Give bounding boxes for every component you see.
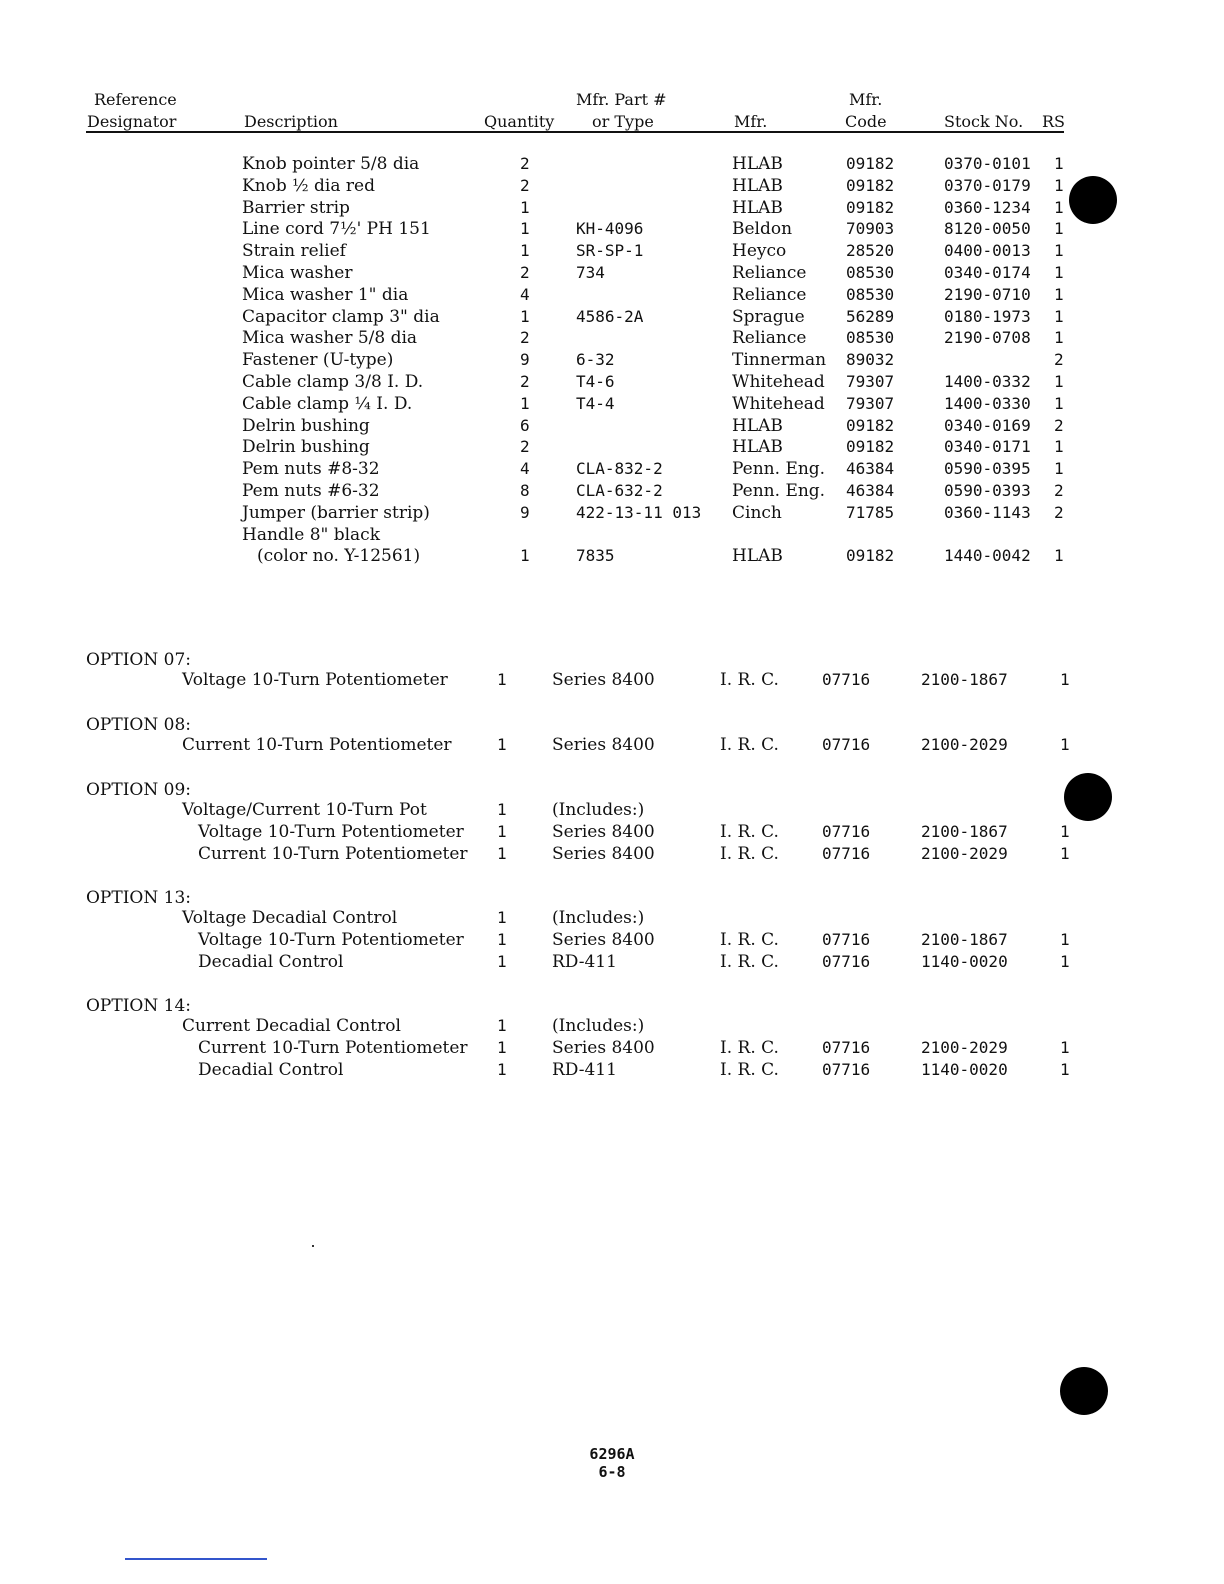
- part-manufacturer: HLAB: [732, 415, 783, 436]
- part-manufacturer: HLAB: [732, 437, 783, 458]
- part-stock-no: 0370-0179: [944, 175, 1031, 195]
- option-part-number: Series 8400: [552, 735, 655, 755]
- header-mfr-code-top: Mfr.: [849, 90, 883, 109]
- option-quantity: 1: [497, 844, 507, 863]
- part-rs: 2: [1054, 350, 1064, 370]
- part-number: SR-SP-1: [576, 241, 644, 261]
- option-mfr-code: 07716: [822, 844, 871, 863]
- part-mfr-code: 08530: [846, 263, 895, 282]
- part-quantity: 6: [520, 415, 530, 435]
- option-part-number: (Includes:): [552, 1016, 645, 1036]
- header-quantity: Quantity: [484, 112, 555, 131]
- option-label: OPTION 09:: [86, 780, 192, 800]
- option-description: Voltage Decadial Control: [182, 908, 398, 928]
- option-manufacturer: I. R. C.: [720, 930, 779, 950]
- part-mfr-code: 70903: [846, 219, 895, 239]
- header-mfr-part: Mfr. Part #: [576, 90, 667, 109]
- part-description: Jumper (barrier strip): [242, 502, 430, 523]
- option-part-number: RD-411: [552, 952, 617, 972]
- option-stock-no: 2100-1867: [921, 822, 1008, 841]
- part-rs: 1: [1054, 459, 1064, 479]
- header-code: Code: [845, 112, 887, 131]
- part-stock-no: 0340-0174: [944, 263, 1031, 282]
- header-or-type: or Type: [592, 112, 654, 131]
- option-rs: 1: [1060, 952, 1070, 971]
- part-description: Line cord 7½' PH 151: [242, 219, 431, 240]
- part-mfr-code: 09182: [846, 175, 895, 195]
- part-quantity: 2: [520, 437, 530, 457]
- option-mfr-code: 07716: [822, 670, 871, 689]
- option-manufacturer: I. R. C.: [720, 844, 779, 864]
- part-stock-no: 0590-0393: [944, 481, 1031, 500]
- part-rs: 2: [1054, 481, 1064, 500]
- option-label: OPTION 14:: [86, 996, 192, 1016]
- part-manufacturer: Sprague: [732, 306, 805, 327]
- part-rs: 1: [1054, 241, 1064, 261]
- part-number: 4586-2A: [576, 306, 644, 326]
- part-quantity: 4: [520, 284, 530, 304]
- option-rs: 1: [1060, 1038, 1070, 1057]
- option-quantity: 1: [497, 1038, 507, 1057]
- part-number: 7835: [576, 546, 615, 566]
- part-mfr-code: 79307: [846, 372, 895, 391]
- part-rs: 1: [1054, 284, 1064, 304]
- part-rs: 1: [1054, 328, 1064, 348]
- option-rs: 1: [1060, 670, 1070, 689]
- part-mfr-code: 46384: [846, 459, 895, 479]
- option-part-number: Series 8400: [552, 930, 655, 950]
- header-description: Description: [244, 112, 338, 131]
- option-rs: 1: [1060, 1060, 1070, 1079]
- option-manufacturer: I. R. C.: [720, 735, 779, 755]
- part-rs: 1: [1054, 437, 1064, 457]
- option-part-number: Series 8400: [552, 1038, 655, 1058]
- option-stock-no: 2100-2029: [921, 735, 1008, 754]
- option-mfr-code: 07716: [822, 952, 871, 971]
- part-quantity: 2: [520, 372, 530, 391]
- part-quantity: 2: [520, 328, 530, 348]
- part-manufacturer: Reliance: [732, 284, 807, 305]
- part-manufacturer: Cinch: [732, 502, 782, 523]
- part-manufacturer: Tinnerman: [732, 350, 827, 371]
- part-rs: 1: [1054, 546, 1064, 566]
- part-mfr-code: 71785: [846, 502, 895, 522]
- option-manufacturer: I. R. C.: [720, 1038, 779, 1058]
- part-manufacturer: HLAB: [732, 197, 783, 218]
- part-number: 422-13-11 013: [576, 502, 702, 522]
- footer-model: 6296A: [589, 1445, 635, 1463]
- part-mfr-code: 09182: [846, 154, 895, 173]
- option-rs: 1: [1060, 735, 1070, 754]
- part-mfr-code: 08530: [846, 284, 895, 304]
- part-description: Mica washer: [242, 263, 353, 283]
- option-quantity: 1: [497, 908, 507, 927]
- part-manufacturer: Reliance: [732, 263, 807, 283]
- part-quantity: 1: [520, 219, 530, 239]
- part-stock-no: 0340-0169: [944, 415, 1031, 435]
- part-rs: 1: [1054, 263, 1064, 282]
- option-part-number: (Includes:): [552, 908, 645, 928]
- part-stock-no: 0340-0171: [944, 437, 1031, 457]
- option-stock-no: 2100-2029: [921, 1038, 1008, 1057]
- option-part-number: (Includes:): [552, 800, 645, 820]
- part-stock-no: 0360-1143: [944, 502, 1031, 522]
- part-stock-no: 2190-0710: [944, 284, 1031, 304]
- part-stock-no: 2190-0708: [944, 328, 1031, 348]
- part-rs: 1: [1054, 219, 1064, 239]
- part-description: Capacitor clamp 3" dia: [242, 306, 440, 327]
- part-quantity: 2: [520, 175, 530, 195]
- part-description: Mica washer 1" dia: [242, 284, 409, 305]
- part-manufacturer: Reliance: [732, 328, 807, 349]
- option-description: Current 10-Turn Potentiometer: [198, 844, 468, 864]
- part-description: Pem nuts #8-32: [242, 459, 380, 480]
- part-rs: 2: [1054, 415, 1064, 435]
- part-manufacturer: Penn. Eng.: [732, 459, 826, 480]
- part-manufacturer: HLAB: [732, 154, 783, 174]
- part-quantity: 2: [520, 263, 530, 282]
- footer-page-number: 6-8: [598, 1463, 626, 1481]
- part-quantity: 8: [520, 481, 530, 500]
- part-stock-no: 0370-0101: [944, 154, 1031, 173]
- option-description: Current 10-Turn Potentiometer: [182, 735, 452, 755]
- option-part-number: RD-411: [552, 1060, 617, 1080]
- part-description: Strain relief: [242, 241, 346, 262]
- option-quantity: 1: [497, 670, 507, 689]
- part-quantity: 1: [520, 393, 530, 413]
- option-mfr-code: 07716: [822, 930, 871, 949]
- option-mfr-code: 07716: [822, 822, 871, 841]
- part-description: Knob pointer 5/8 dia: [242, 154, 420, 174]
- part-description: Cable clamp 3/8 I. D.: [242, 372, 424, 392]
- part-rs: 1: [1054, 197, 1064, 217]
- part-description: Handle 8" black: [242, 524, 381, 545]
- option-part-number: Series 8400: [552, 670, 655, 690]
- option-manufacturer: I. R. C.: [720, 670, 779, 690]
- part-manufacturer: HLAB: [732, 175, 783, 196]
- option-label: OPTION 13:: [86, 888, 192, 908]
- header-stock-no: Stock No.: [944, 112, 1024, 131]
- registration-dot: [1060, 1367, 1108, 1415]
- option-quantity: 1: [497, 800, 507, 819]
- part-stock-no: 0400-0013: [944, 241, 1031, 261]
- part-stock-no: 1400-0330: [944, 393, 1031, 413]
- part-mfr-code: 56289: [846, 306, 895, 326]
- option-description: Voltage 10-Turn Potentiometer: [198, 930, 464, 950]
- option-rs: 1: [1060, 822, 1070, 841]
- part-quantity: 4: [520, 459, 530, 479]
- part-description: Fastener (U-type): [242, 350, 394, 371]
- option-manufacturer: I. R. C.: [720, 822, 779, 842]
- part-rs: 1: [1054, 306, 1064, 326]
- part-quantity: 1: [520, 241, 530, 261]
- part-mfr-code: 08530: [846, 328, 895, 348]
- option-description: Voltage 10-Turn Potentiometer: [198, 822, 464, 842]
- option-stock-no: 2100-2029: [921, 844, 1008, 863]
- option-quantity: 1: [497, 1016, 507, 1035]
- option-manufacturer: I. R. C.: [720, 1060, 779, 1080]
- option-mfr-code: 07716: [822, 1038, 871, 1057]
- part-rs: 1: [1054, 393, 1064, 413]
- part-number: CLA-632-2: [576, 481, 663, 500]
- part-quantity: 9: [520, 502, 530, 522]
- header-underline: [86, 131, 1064, 133]
- option-quantity: 1: [497, 930, 507, 949]
- part-rs: 1: [1054, 372, 1064, 391]
- part-manufacturer: Heyco: [732, 241, 787, 262]
- part-description: Barrier strip: [242, 197, 350, 218]
- header-mfr: Mfr.: [734, 112, 768, 131]
- part-stock-no: 0180-1973: [944, 306, 1031, 326]
- part-number: CLA-832-2: [576, 459, 663, 479]
- part-quantity: 2: [520, 154, 530, 173]
- speck: [312, 1245, 314, 1247]
- option-part-number: Series 8400: [552, 844, 655, 864]
- part-stock-no: 8120-0050: [944, 219, 1031, 239]
- part-stock-no: 1400-0332: [944, 372, 1031, 391]
- part-number: KH-4096: [576, 219, 644, 239]
- part-mfr-code: 46384: [846, 481, 895, 500]
- part-quantity: 1: [520, 306, 530, 326]
- part-mfr-code: 09182: [846, 197, 895, 217]
- part-number: T4-6: [576, 372, 615, 391]
- part-rs: 1: [1054, 154, 1064, 173]
- registration-dot: [1064, 773, 1112, 821]
- part-quantity: 1: [520, 197, 530, 217]
- part-description: Cable clamp ¼ I. D.: [242, 393, 413, 414]
- header-designator: Designator: [87, 112, 177, 131]
- option-mfr-code: 07716: [822, 1060, 871, 1079]
- part-description: Delrin bushing: [242, 437, 370, 458]
- option-manufacturer: I. R. C.: [720, 952, 779, 972]
- option-description: Voltage/Current 10-Turn Pot: [182, 800, 427, 820]
- part-rs: 2: [1054, 502, 1064, 522]
- part-number: 6-32: [576, 350, 615, 370]
- part-rs: 1: [1054, 175, 1064, 195]
- option-rs: 1: [1060, 930, 1070, 949]
- part-manufacturer: HLAB: [732, 546, 783, 567]
- option-description: Decadial Control: [198, 952, 344, 972]
- option-description: Voltage 10-Turn Potentiometer: [182, 670, 448, 690]
- part-mfr-code: 09182: [846, 415, 895, 435]
- option-quantity: 1: [497, 735, 507, 754]
- option-description: Current 10-Turn Potentiometer: [198, 1038, 468, 1058]
- header-rs: RS: [1042, 112, 1066, 131]
- part-description: (color no. Y-12561): [257, 546, 421, 567]
- part-mfr-code: 09182: [846, 546, 895, 566]
- part-number: T4-4: [576, 393, 615, 413]
- part-manufacturer: Whitehead: [732, 372, 825, 392]
- part-manufacturer: Beldon: [732, 219, 793, 240]
- part-description: Knob ½ dia red: [242, 175, 375, 196]
- part-manufacturer: Penn. Eng.: [732, 481, 826, 501]
- option-stock-no: 1140-0020: [921, 1060, 1008, 1079]
- part-mfr-code: 89032: [846, 350, 895, 370]
- option-stock-no: 2100-1867: [921, 930, 1008, 949]
- part-mfr-code: 09182: [846, 437, 895, 457]
- registration-dot: [1069, 176, 1117, 224]
- part-description: Delrin bushing: [242, 415, 370, 436]
- option-label: OPTION 08:: [86, 715, 192, 735]
- option-stock-no: 1140-0020: [921, 952, 1008, 971]
- option-description: Current Decadial Control: [182, 1016, 401, 1036]
- part-description: Pem nuts #6-32: [242, 481, 380, 501]
- option-quantity: 1: [497, 1060, 507, 1079]
- part-mfr-code: 28520: [846, 241, 895, 261]
- option-quantity: 1: [497, 822, 507, 841]
- part-stock-no: 0360-1234: [944, 197, 1031, 217]
- part-number: 734: [576, 263, 605, 282]
- blue-rule: [125, 1558, 267, 1560]
- part-quantity: 1: [520, 546, 530, 566]
- option-label: OPTION 07:: [86, 650, 192, 670]
- part-stock-no: 1440-0042: [944, 546, 1031, 566]
- part-manufacturer: Whitehead: [732, 393, 825, 414]
- part-quantity: 9: [520, 350, 530, 370]
- part-description: Mica washer 5/8 dia: [242, 328, 418, 349]
- option-stock-no: 2100-1867: [921, 670, 1008, 689]
- option-quantity: 1: [497, 952, 507, 971]
- option-rs: 1: [1060, 844, 1070, 863]
- header-reference: Reference: [94, 90, 177, 109]
- option-part-number: Series 8400: [552, 822, 655, 842]
- part-mfr-code: 79307: [846, 393, 895, 413]
- option-description: Decadial Control: [198, 1060, 344, 1080]
- part-stock-no: 0590-0395: [944, 459, 1031, 479]
- option-mfr-code: 07716: [822, 735, 871, 754]
